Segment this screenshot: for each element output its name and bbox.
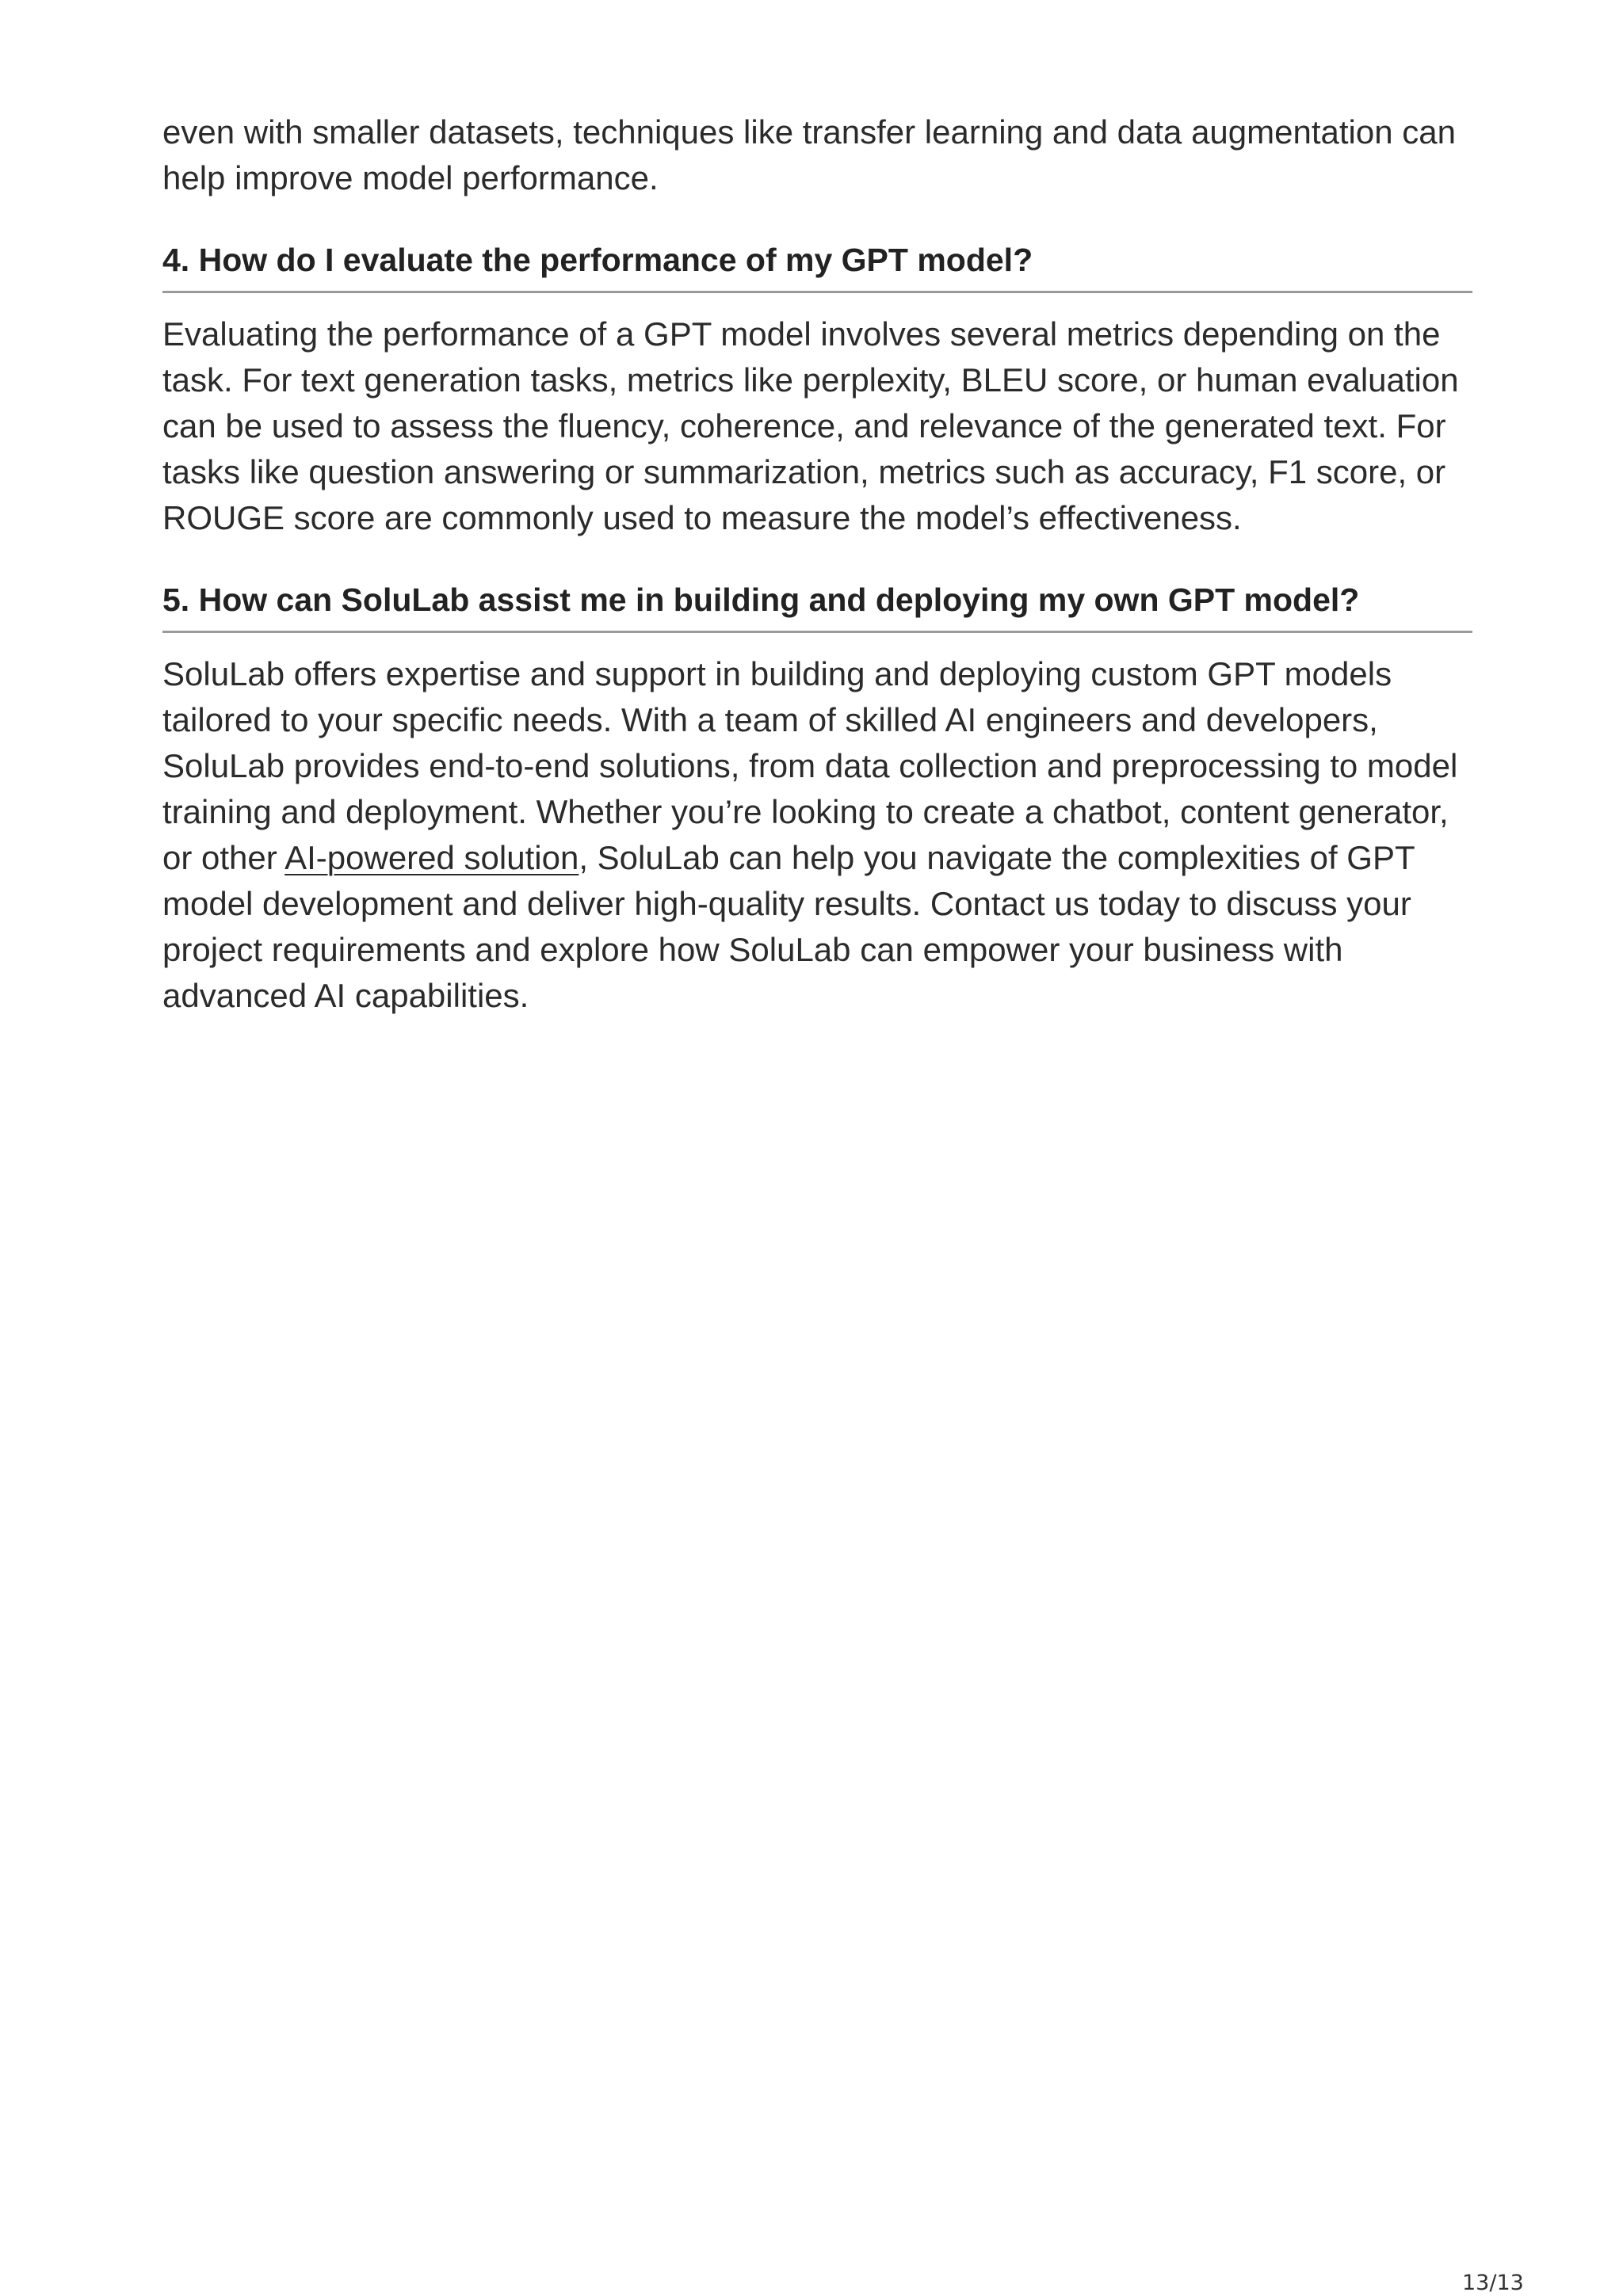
answer-text-after-link: , SoluLab can help you navigate the complexities of GPT model development and deliver high-quality results. Contact us today to discuss your project requirements and explore how SoluLab can empower your business with advanced AI capabilities. xyxy=(162,839,1415,1014)
faq-answer-5 xyxy=(162,651,1472,1019)
intro-paragraph: even with smaller datasets, techniques like transfer learning and data augmentation can help improve model performance. xyxy=(162,113,1456,196)
faq-heading-5: 5. How can SoluLab assist me in building and deploying my own GPT model? xyxy=(162,582,1360,618)
section-divider xyxy=(162,291,1472,293)
faq-answer-4: Evaluating the performance of a GPT model involves several metrics depending on the task. For text generation tasks, metrics like perplexity, BLEU score, or human evaluation can be used to assess the fluency, coherence, and relevance of the generated text. For tasks like question answering or summarization, metrics such as accuracy, F1 score, or ROUGE score are commonly used to measure the model’s effectiveness. xyxy=(162,315,1459,536)
section-divider xyxy=(162,631,1472,633)
faq-heading-4: 4. How do I evaluate the performance of my GPT model? xyxy=(162,242,1033,278)
page-number: 13/13 xyxy=(1462,2271,1524,2295)
answer-text-before-link: SoluLab offers expertise and support in building and deploying custom GPT models tailored to your specific needs. With a team of skilled AI engineers and developers, SoluLab provides end-to-end solutions, from data collection and preprocessing to model training and deployment. Whether you’re looking to create a chatbot, content generator, or other xyxy=(162,655,1458,876)
ai-powered-solution-link[interactable]: AI-powered solution xyxy=(285,839,579,876)
document-page xyxy=(162,109,1472,1019)
